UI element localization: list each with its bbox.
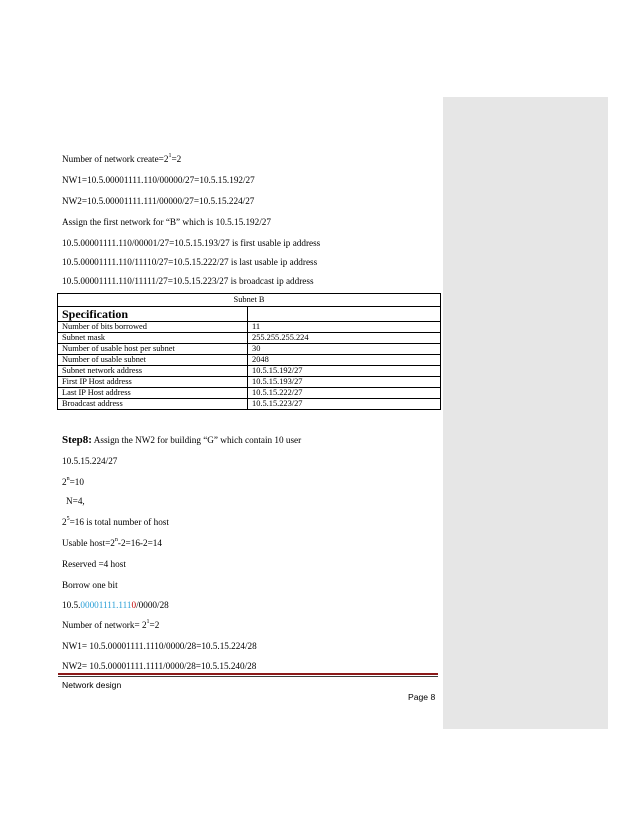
table-row xyxy=(58,388,441,399)
table-header-empty xyxy=(248,307,441,322)
row-value: 10.5.15.223/27 xyxy=(248,399,441,410)
row-value: 255.255.255.224 xyxy=(248,333,441,344)
row-label: Number of usable subnet xyxy=(58,355,248,366)
table-header: Specification xyxy=(58,307,248,322)
table-caption: Subnet B xyxy=(58,294,441,307)
row-value: 11 xyxy=(248,322,441,333)
table-row xyxy=(58,377,441,388)
table-caption-row xyxy=(58,294,441,307)
row-label: Number of usable host per subnet xyxy=(58,344,248,355)
row-label: Last IP Host address xyxy=(58,388,248,399)
nw2-line: NW2=10.5.00001111.111/00000/27=10.5.15.224/27 xyxy=(62,196,255,206)
table-row xyxy=(58,344,441,355)
table-row xyxy=(58,366,441,377)
nw2-28-line: NW2= 10.5.00001111.1111/0000/28=10.5.15.240/28 xyxy=(62,661,257,671)
nw1-line: NW1=10.5.00001111.110/00000/27=10.5.15.192/27 xyxy=(62,175,255,185)
row-label: First IP Host address xyxy=(58,377,248,388)
step8-heading: Step8: Assign the NW2 for building “G” which contain 10 user xyxy=(62,434,302,446)
nw1-28-line: NW1= 10.5.00001111.1110/0000/28=10.5.15.224/28 xyxy=(62,641,257,651)
footer-title: Network design xyxy=(62,680,122,690)
row-label: Number of bits borrowed xyxy=(58,322,248,333)
table-row xyxy=(58,355,441,366)
first-usable-line: 10.5.00001111.110/00001/27=10.5.15.193/27 is first usable ip address xyxy=(62,238,321,248)
row-value: 10.5.15.192/27 xyxy=(248,366,441,377)
footer-rule-thin xyxy=(58,676,438,677)
table-row xyxy=(58,322,441,333)
table-header-row xyxy=(58,307,441,322)
binary-address-line: 10.5.00001111.1110/0000/28 xyxy=(62,600,169,610)
n-line: N=4, xyxy=(66,496,85,506)
assign-b-line: Assign the first network for “B” which is 10.5.15.192/27 xyxy=(62,217,271,227)
row-value: 2048 xyxy=(248,355,441,366)
reserved-line: Reserved =4 host xyxy=(62,559,126,569)
net-line: 10.5.15.224/27 xyxy=(62,456,118,466)
row-label: Broadcast address xyxy=(58,399,248,410)
page-number: Page 8 xyxy=(408,692,436,702)
total-hosts-line: $2^5=16$ is total number of host xyxy=(62,515,169,527)
network-count-line-2: Number of network= $2^1=2$ xyxy=(62,618,160,630)
footer-rule xyxy=(58,673,438,675)
table-row xyxy=(58,399,441,410)
table-row xyxy=(58,333,441,344)
row-value: 10.5.15.193/27 xyxy=(248,377,441,388)
row-value: 30 xyxy=(248,344,441,355)
usable-host-line: Usable $host=2^n-2=16-2=14$ xyxy=(62,536,162,548)
comment-sidebar xyxy=(443,97,608,729)
network-count-line: Number of network $create=2^1=2$ xyxy=(62,152,182,164)
power-line: $2^n=10$ xyxy=(62,475,84,487)
row-value: 10.5.15.222/27 xyxy=(248,388,441,399)
borrow-line: Borrow one bit xyxy=(62,580,118,590)
last-usable-line: 10.5.00001111.110/11110/27=10.5.15.222/27 is last usable ip address xyxy=(62,257,318,267)
broadcast-line: 10.5.00001111.110/11111/27=10.5.15.223/27 is broadcast ip address xyxy=(62,276,314,286)
row-label: Subnet mask xyxy=(58,333,248,344)
row-label: Subnet network address xyxy=(58,366,248,377)
subnet-b-table xyxy=(57,293,441,410)
